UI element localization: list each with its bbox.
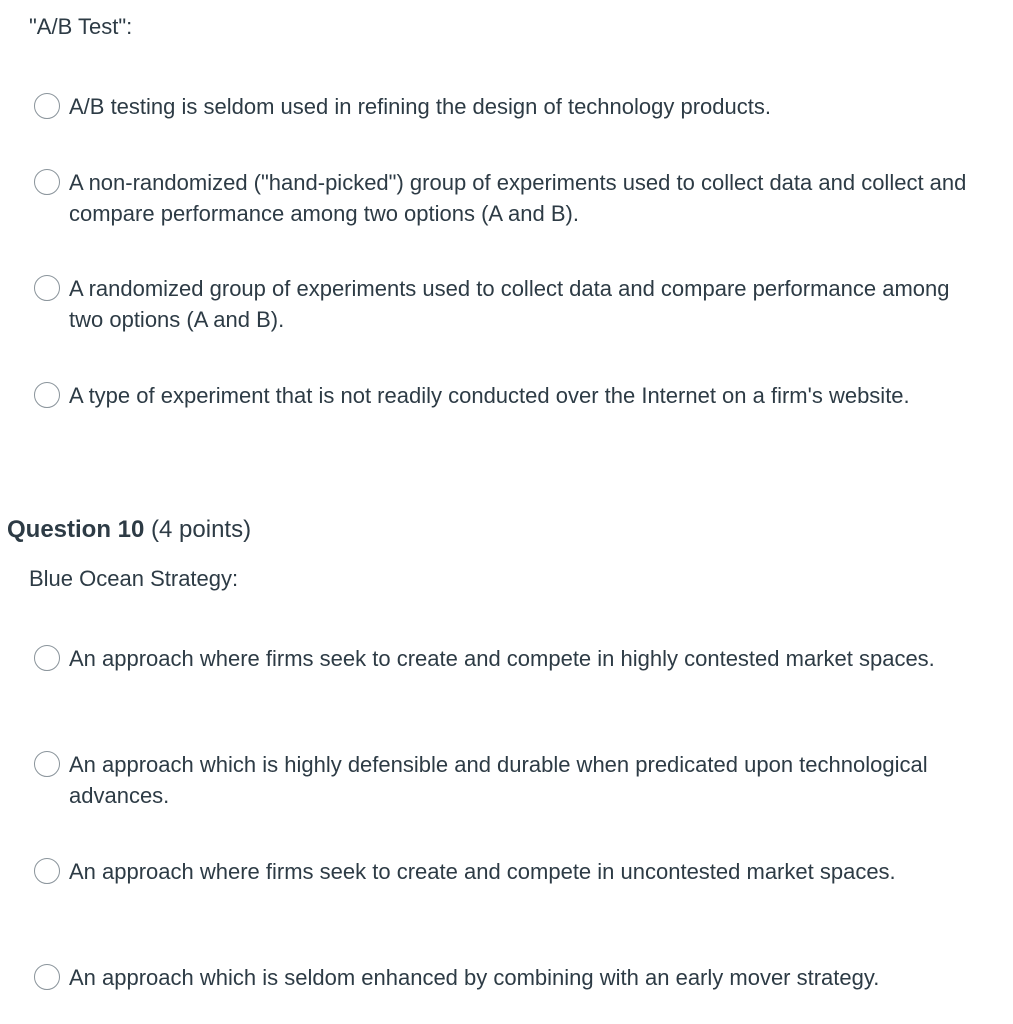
option-label: An approach where firms seek to create and compete in highly contested market spaces. [69, 646, 935, 671]
radio-button[interactable] [34, 275, 60, 301]
q9-option-2[interactable] [34, 167, 994, 229]
question-9-prompt: "A/B Test": [29, 14, 133, 39]
radio-button[interactable] [34, 645, 60, 671]
q9-option-4[interactable] [34, 380, 994, 411]
q10-option-1[interactable] [34, 643, 994, 674]
radio-button[interactable] [34, 93, 60, 119]
option-label: A type of experiment that is not readily conducted over the Internet on a firm's website. [69, 383, 910, 408]
radio-button[interactable] [34, 382, 60, 408]
question-10-header [7, 514, 251, 546]
question-10-prompt: Blue Ocean Strategy: [29, 566, 239, 591]
option-label: A/B testing is seldom used in refining the design of technology products. [69, 94, 771, 119]
question-title: Question 10 [7, 516, 145, 543]
q10-option-3[interactable] [34, 856, 994, 887]
radio-button[interactable] [34, 169, 60, 195]
radio-button[interactable] [34, 964, 60, 990]
question-points: (4 points) [151, 516, 252, 543]
option-label: An approach which is highly defensible and durable when predicated upon technological advances. [69, 752, 928, 808]
option-label: A non-randomized ("hand-picked") group of experiments used to collect data and collect and compare performance among two options (A and B). [69, 170, 967, 226]
radio-button[interactable] [34, 751, 60, 777]
option-label: A randomized group of experiments used to collect data and compare performance among two options (A and B). [69, 276, 950, 332]
q9-option-1[interactable] [34, 91, 994, 122]
option-label: An approach which is seldom enhanced by combining with an early mover strategy. [69, 965, 880, 990]
q9-option-3[interactable] [34, 273, 994, 335]
radio-button[interactable] [34, 858, 60, 884]
option-label: An approach where firms seek to create and compete in uncontested market spaces. [69, 859, 896, 884]
q10-option-2[interactable] [34, 749, 994, 811]
q10-option-4[interactable] [34, 962, 994, 993]
